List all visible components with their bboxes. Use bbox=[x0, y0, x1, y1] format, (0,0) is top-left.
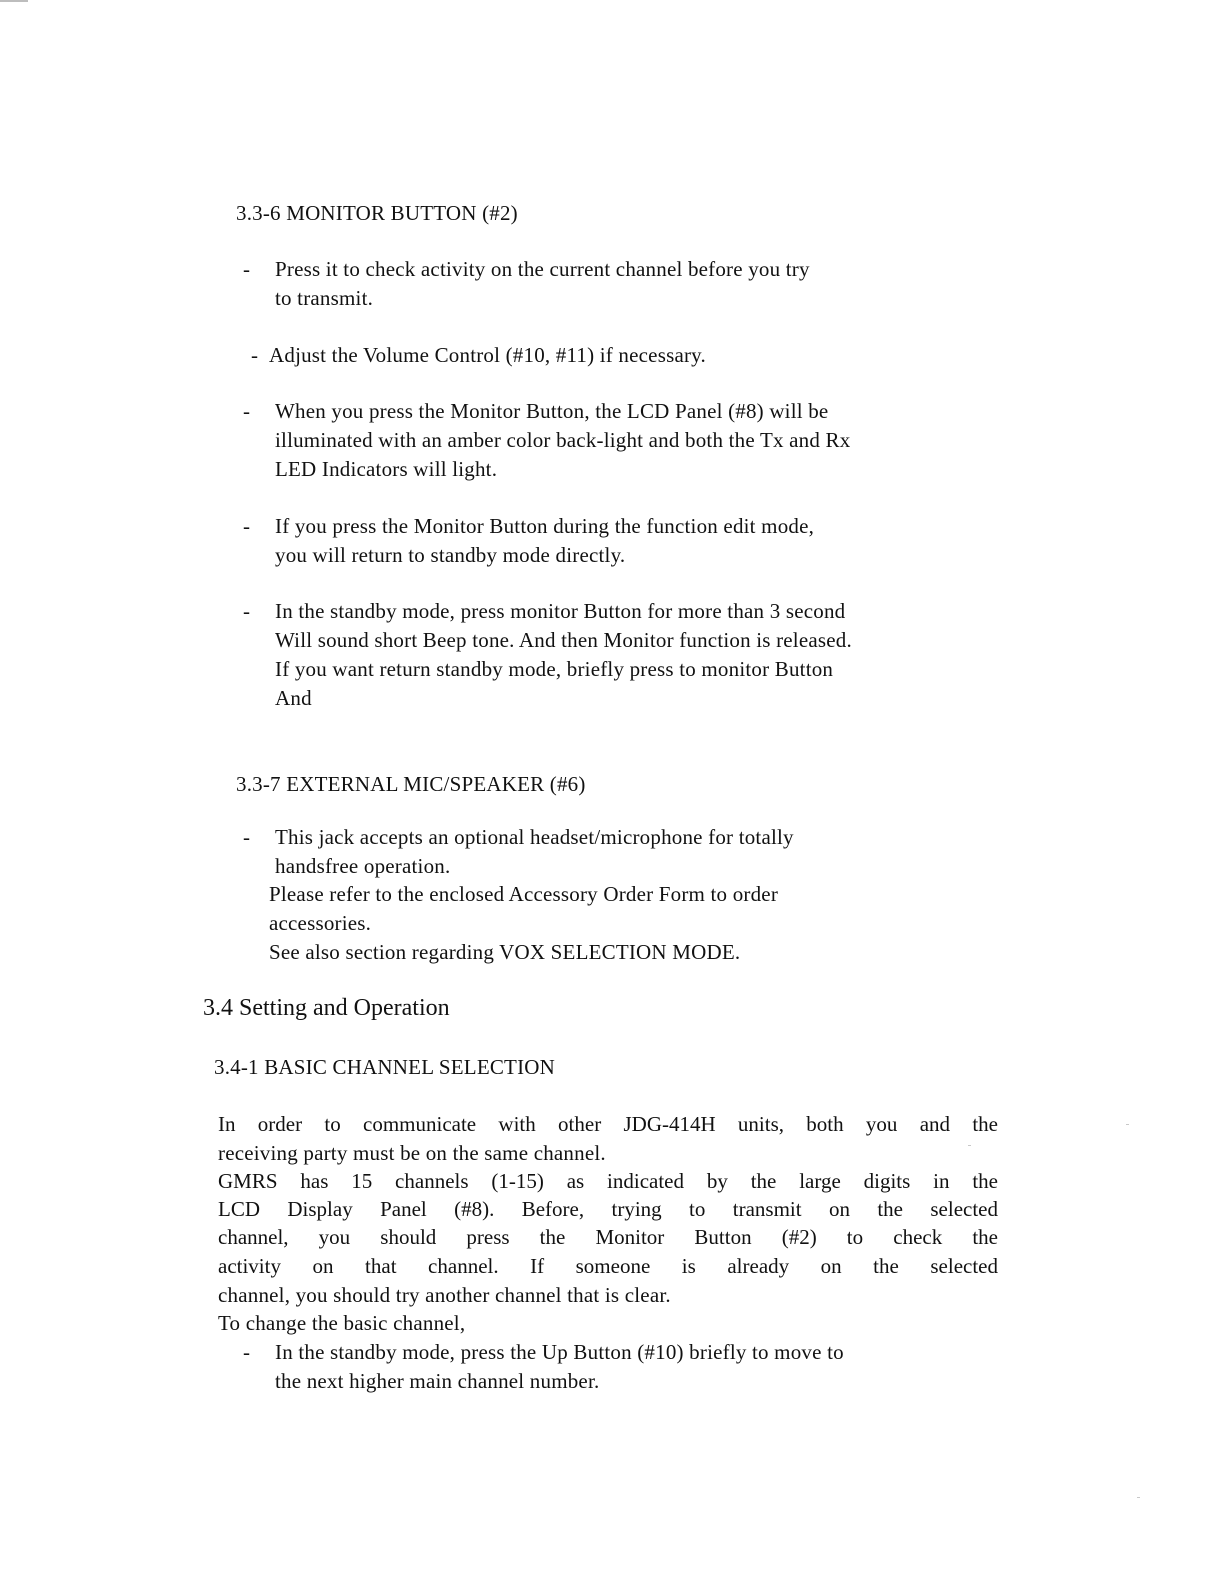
scan-speck bbox=[1126, 1124, 1129, 1125]
bullet-dash: - bbox=[243, 825, 250, 849]
bullet-text-line: If you want return standby mode, briefly press to monitor Button bbox=[275, 657, 834, 681]
bullet-text-line: This jack accepts an optional headset/microphone for totally bbox=[275, 825, 794, 849]
paragraph-line: GMRS has 15 channels (1-15) as indicated by the large digits in the bbox=[218, 1169, 998, 1193]
scan-speck bbox=[1137, 1497, 1140, 1498]
bullet-text-line: to transmit. bbox=[275, 286, 374, 310]
bullet-text-line: If you press the Monitor Button during the function edit mode, bbox=[275, 514, 815, 538]
bullet-text-line: And bbox=[275, 686, 312, 710]
bullet-text-line: Press it to check activity on the current channel before you try bbox=[275, 257, 810, 281]
section-heading-3-4: 3.4 Setting and Operation bbox=[203, 995, 450, 1021]
paragraph-line: channel, you should try another channel that is clear. bbox=[218, 1283, 671, 1307]
paragraph-line: activity on that channel. If someone is already on the selected bbox=[218, 1254, 998, 1278]
bullet-text-line: LED Indicators will light. bbox=[275, 457, 498, 481]
bullet-text-line: In the standby mode, press the Up Button (#10) briefly to move to bbox=[275, 1340, 844, 1364]
scan-mark bbox=[0, 0, 28, 2]
bullet-text-line: In the standby mode, press monitor Button for more than 3 second bbox=[275, 599, 846, 623]
note-line: accessories. bbox=[269, 911, 372, 935]
bullet-dash: - bbox=[243, 399, 250, 423]
section-heading-3-3-7: 3.3-7 EXTERNAL MIC/SPEAKER (#6) bbox=[236, 772, 586, 796]
paragraph-line: receiving party must be on the same channel. bbox=[218, 1141, 606, 1165]
bullet-dash: - bbox=[243, 1340, 250, 1364]
paragraph-line: LCD Display Panel (#8). Before, trying to transmit on the selected bbox=[218, 1197, 998, 1221]
note-line: Please refer to the enclosed Accessory Order Form to order bbox=[269, 882, 779, 906]
paragraph-line: channel, you should press the Monitor Button (#2) to check the bbox=[218, 1225, 998, 1249]
note-line: See also section regarding VOX SELECTION MODE. bbox=[269, 940, 741, 964]
bullet-text-line: illuminated with an amber color back-light and both the Tx and Rx bbox=[275, 428, 851, 452]
scan-speck bbox=[968, 1145, 971, 1146]
bullet-text-line: Will sound short Beep tone. And then Monitor function is released. bbox=[275, 628, 852, 652]
bullet-text-line: the next higher main channel number. bbox=[275, 1369, 600, 1393]
bullet-dash: - bbox=[243, 514, 250, 538]
section-heading-3-4-1: 3.4-1 BASIC CHANNEL SELECTION bbox=[214, 1055, 556, 1079]
bullet-text-line: When you press the Monitor Button, the LCD Panel (#8) will be bbox=[275, 399, 829, 423]
bullet-text-line: Adjust the Volume Control (#10, #11) if necessary. bbox=[269, 343, 706, 367]
paragraph-line: To change the basic channel, bbox=[218, 1311, 466, 1335]
paragraph-line: In order to communicate with other JDG-414H units, both you and the bbox=[218, 1112, 998, 1136]
section-heading-3-3-6: 3.3-6 MONITOR BUTTON (#2) bbox=[236, 201, 518, 225]
bullet-dash: - bbox=[243, 257, 250, 281]
bullet-text-line: handsfree operation. bbox=[275, 854, 451, 878]
bullet-dash: - bbox=[243, 599, 250, 623]
bullet-dash: - bbox=[251, 343, 258, 367]
bullet-text-line: you will return to standby mode directly. bbox=[275, 543, 626, 567]
